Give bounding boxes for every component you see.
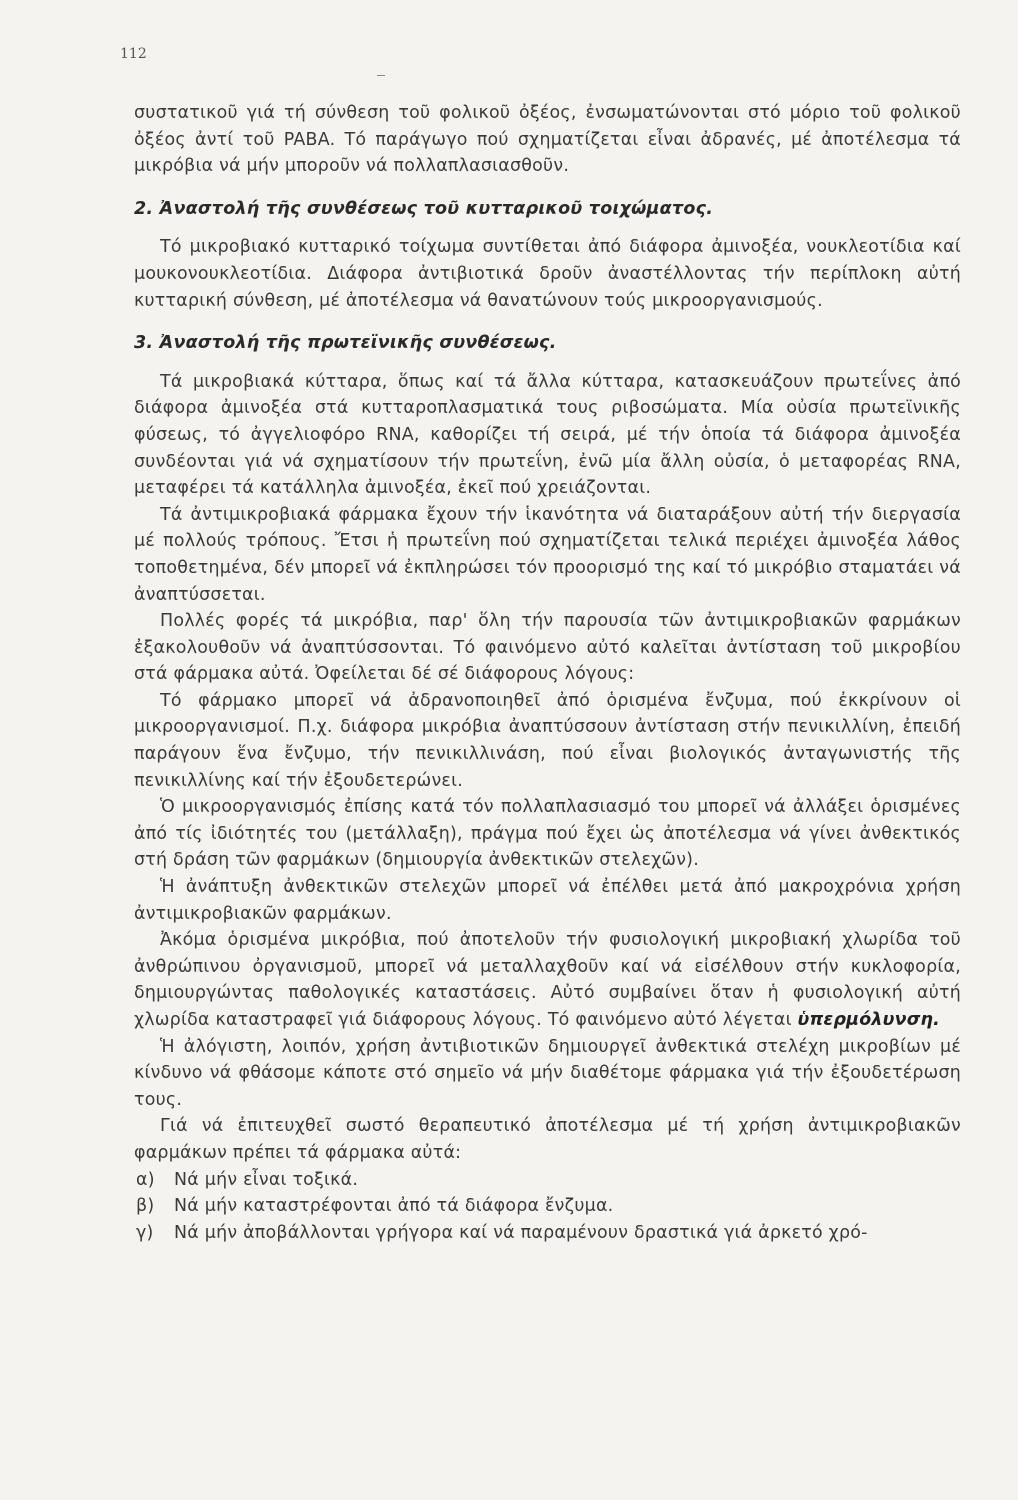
body-text (134, 100, 961, 1246)
paragraph: Γιά νά ἐπιτευχθεῖ σωστό θεραπευτικό ἀποτέλεσμα μέ τή χρήση ἀντιμικροβιακῶν φαρμάκων πρέπει τά φάρμακα αὐτά: (134, 1116, 961, 1163)
paragraph: Πολλές φορές τά μικρόβια, παρ' ὅλη τήν παρουσία τῶν ἀντιμικροβιακῶν φαρμάκων ἐξακολουθοῦν νά ἀναπτύσσονται. Τό φαινόμενο αὐτό καλεῖται ἀντίσταση τοῦ μικροβίου στά φάρμακα αὐτά. Ὀφείλεται δέ σέ διάφορους λόγους: (134, 611, 961, 685)
list-marker: α) (136, 1169, 155, 1190)
list-text: Νά μήν εἶναι τοξικά. (174, 1169, 359, 1190)
paragraph: συστατικοῦ γιά τή σύνθεση τοῦ φολικοῦ ὀξέος, ἐνσωματώνονται στό μόριο τοῦ φολικοῦ ὀξέος ἀντί τοῦ PABA. Τό παράγωγο πού σχηματίζεται εἶναι ἀδρανές, μέ ἀποτέλεσμα τά μικρόβια νά μήν μποροῦν νά πολλαπλασιασθοῦν. (134, 103, 961, 177)
paragraph: Τά μικροβιακά κύτταρα, ὅπως καί τά ἄλλα κύτταρα, κατασκευάζουν πρωτεΐνες ἀπό διάφορα ἀμινοξέα στά κυτταροπλασματικά τους ριβοσώματα. Μία οὐσία πρωτεϊνικῆς φύσεως, τό ἀγγελιοφόρο RNA, καθορίζει τή σειρά, μέ τήν ὁποία τά διάφορα ἀμινοξέα συνδέονται γιά νά σχηματίσουν τήν πρωτεΐνη, ἐνῶ μία ἄλλη οὐσία, ὁ μεταφορέας RNA, μεταφέρει τά κατάλληλα ἀμινοξέα, ἐκεῖ πού χρειάζονται. (134, 371, 961, 499)
list-item (134, 1167, 961, 1194)
list-item (134, 1193, 961, 1220)
list-text: Νά μήν καταστρέφονται ἀπό τά διάφορα ἔνζυμα. (174, 1196, 614, 1217)
section-heading-2: 2. Ἀναστολή τῆς συνθέσεως τοῦ κυτταρικοῦ τοιχώματος. (134, 198, 714, 219)
list-marker: β) (136, 1196, 155, 1217)
paragraph: Ὁ μικροοργανισμός ἐπίσης κατά τόν πολλαπλασιασμό του μπορεῖ νά ἀλλάξει ὁρισμένες ἀπό τίς ἰδιότητές του (μετάλλαξη), πράγμα πού ἔχει ὡς ἀποτέλεσμα νά γίνει ἀνθεκτικός στή δράση τῶν φαρμάκων (δημιουργία ἀνθεκτικῶν στελεχῶν). (134, 797, 961, 871)
divider-mark (377, 75, 385, 76)
paragraph: Ἡ ἀνάπτυξη ἀνθεκτικῶν στελεχῶν μπορεῖ νά ἐπέλθει μετά ἀπό μακροχρόνια χρήση ἀντιμικροβιακῶν φαρμάκων. (134, 877, 961, 924)
term-superinfection: ὑπερμόλυνση. (797, 1010, 941, 1030)
paragraph-text: Ἀκόμα ὁρισμένα μικρόβια, πού ἀποτελοῦν τήν φυσιολογική μικροβιακή χλωρίδα τοῦ ἀνθρώπινου ὀργανισμοῦ, μπορεῖ νά μεταλλαχθοῦν καί νά εἰσέλθουν στήν κυκλοφορία, δημιουργώντας παθολογικές καταστάσεις. Αὐτό συμβαίνει ὅταν ἡ φυσιολογική αὐτή χλωρίδα καταστραφεῖ γιά διάφορους λόγους. Τό φαινόμενο αὐτό λέγεται (134, 930, 961, 1030)
paragraph: Τά ἀντιμικροβιακά φάρμακα ἔχουν τήν ἱκανότητα νά διαταράξουν αὐτή τήν διεργασία μέ πολλούς τρόπους. Ἔτσι ἡ πρωτεΐνη πού σχηματίζεται τελικά περιέχει ἀμινοξέα λάθος τοποθετημένα, δέν μπορεῖ νά ἐκπληρώσει τόν προορισμό της καί τό μικρόβιο σταματάει νά ἀναπτύσσεται. (134, 504, 961, 605)
page-number: 112 (120, 46, 147, 62)
paragraph: Τό μικροβιακό κυτταρικό τοίχωμα συντίθεται ἀπό διάφορα ἀμινοξέα, νουκλεοτίδια καί μουκονουκλεοτίδια. Διάφορα ἀντιβιοτικά δροῦν ἀναστέλλοντας τήν περίπλοκη αὐτή κυτταρική σύνθεση, μέ ἀποτέλεσμα νά θανατώνουν τούς μικροοργανισμούς. (134, 237, 961, 311)
paragraph (134, 927, 961, 1033)
list-item (134, 1220, 961, 1247)
section-heading-3: 3. Ἀναστολή τῆς πρωτεϊνικῆς συνθέσεως. (134, 333, 557, 354)
list-text: Νά μήν ἀποβάλλονται γρήγορα καί νά παραμένουν δραστικά γιά ἀρκετό χρό- (174, 1222, 868, 1243)
paragraph: Τό φάρμακο μπορεῖ νά ἀδρανοποιηθεῖ ἀπό ὁρισμένα ἔνζυμα, πού ἐκκρίνουν οἱ μικροοργανισμοί. Π.χ. διάφορα μικρόβια ἀναπτύσσουν ἀντίσταση στήν πενικιλλίνη, ἐπειδή παράγουν ἕνα ἔνζυμο, τήν πενικιλλινάση, πού εἶναι βιολογικός ἀνταγωνιστής τῆς πενικιλλίνης καί τήν ἐξουδετερώνει. (134, 690, 961, 791)
list-marker: γ) (136, 1222, 154, 1243)
paragraph: Ἡ ἀλόγιστη, λοιπόν, χρήση ἀντιβιοτικῶν δημιουργεῖ ἀνθεκτικά στελέχη μικροβίων μέ κίνδυνο νά φθάσομε κάποτε στό σημεῖο νά μήν διαθέτομε φάρμακα γιά τήν ἐξουδετέρωση τους. (134, 1036, 961, 1110)
